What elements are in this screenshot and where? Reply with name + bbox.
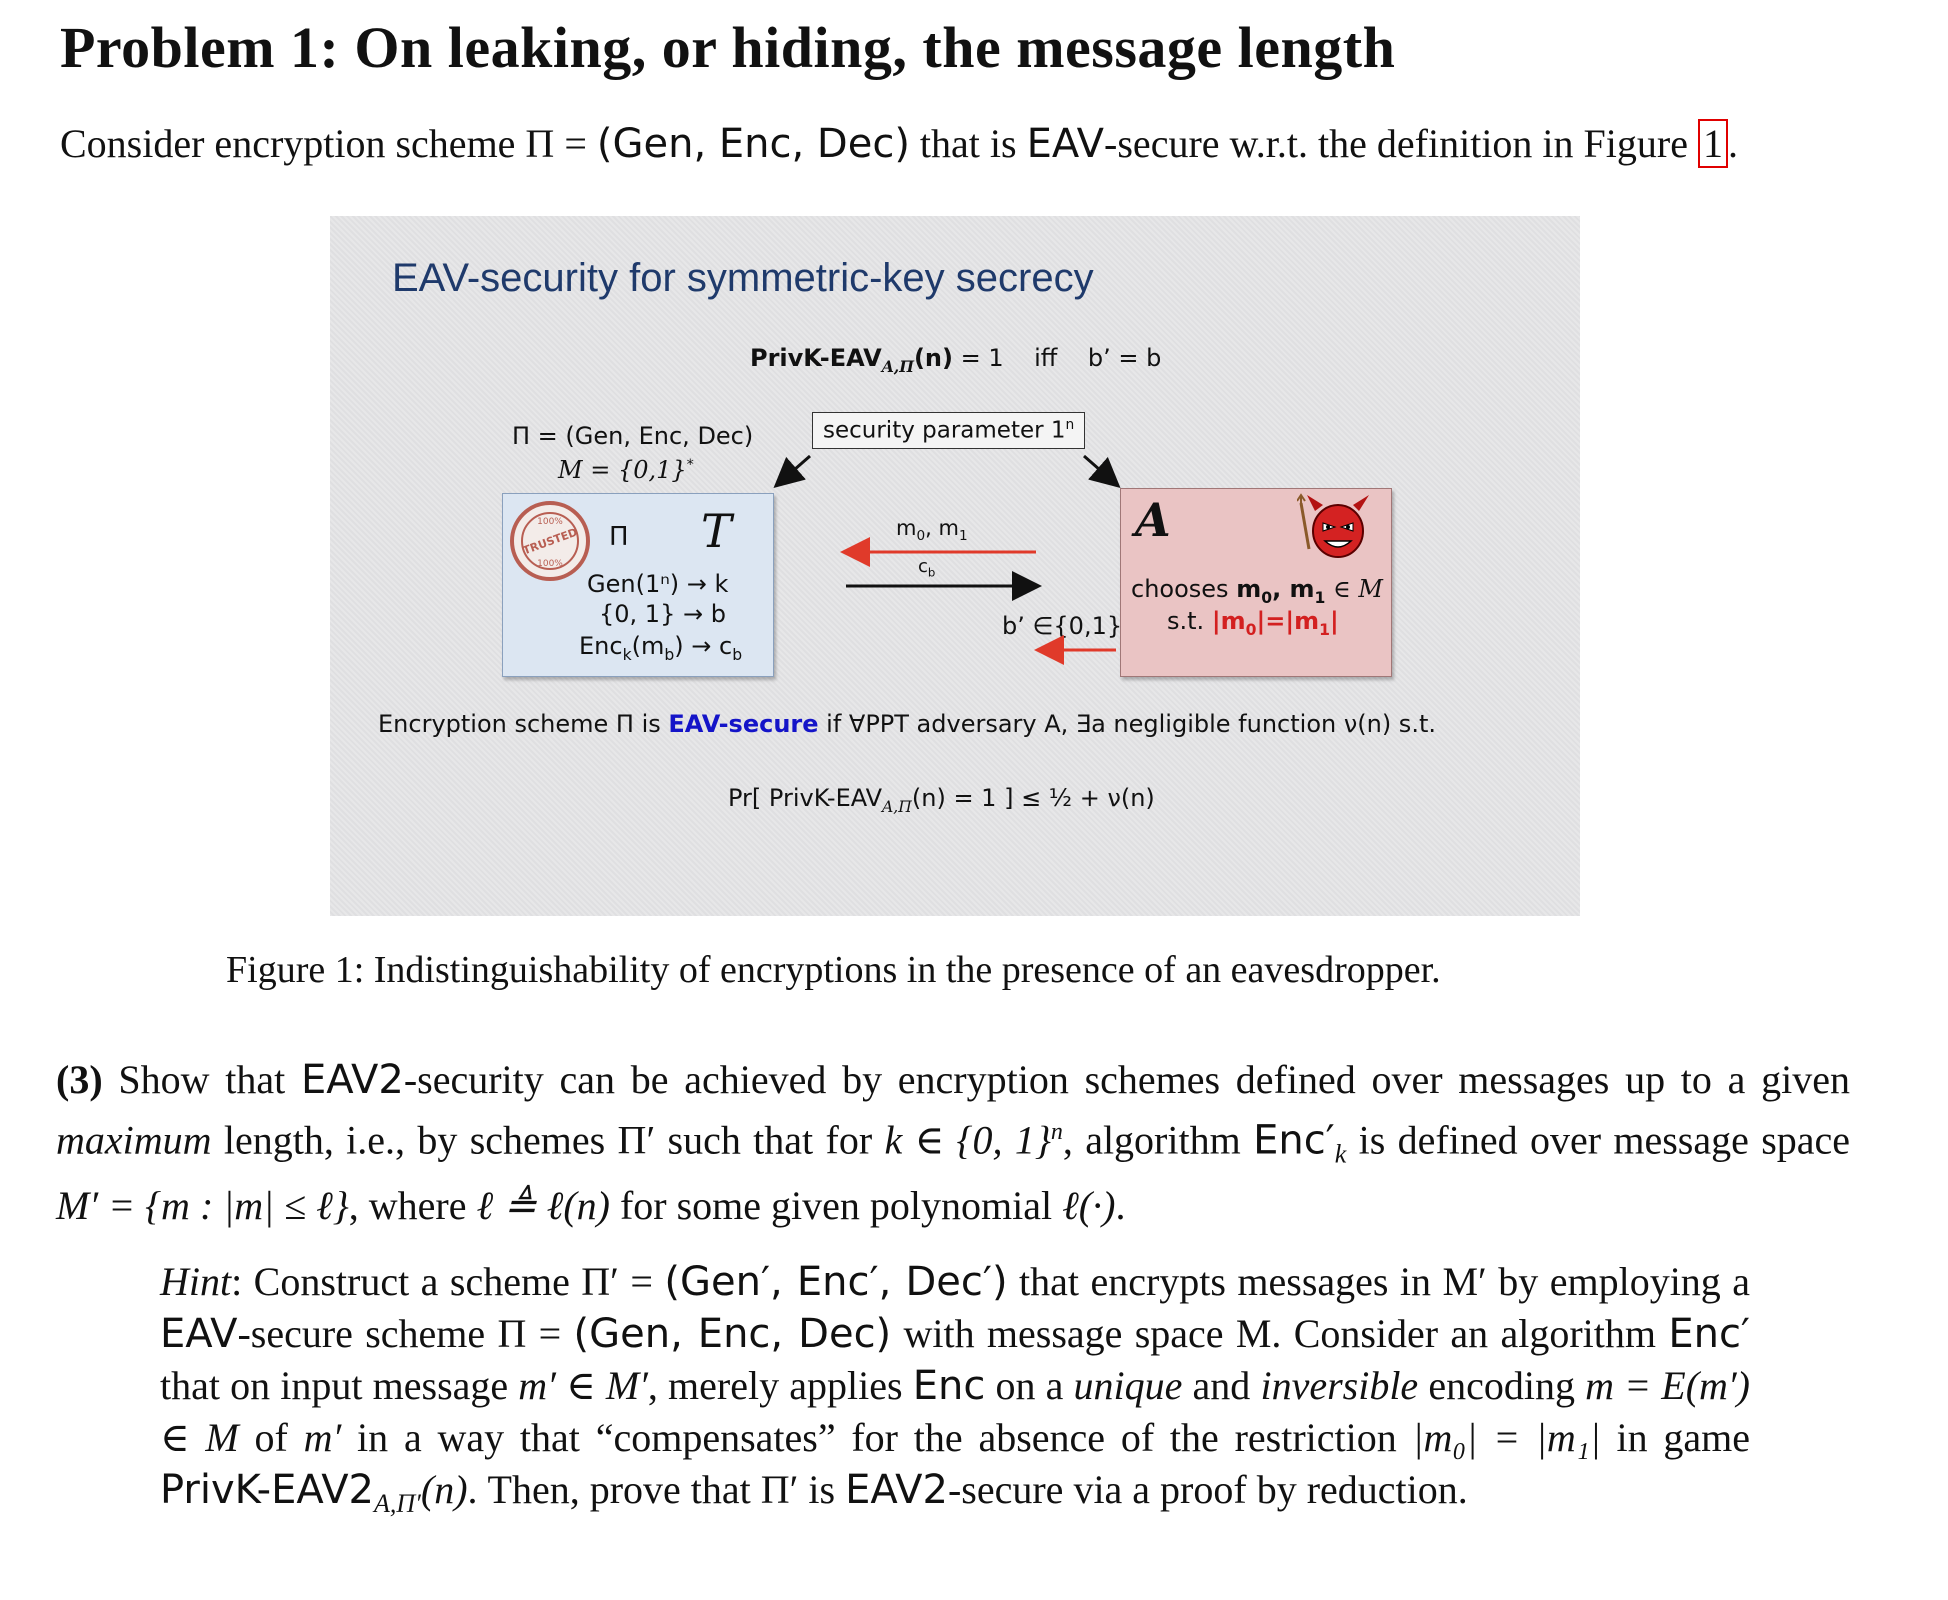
hint-t8: and	[1182, 1363, 1261, 1408]
hint-t6: , merely applies	[647, 1363, 913, 1408]
hint-t13: . Then, prove that Π′ is	[467, 1467, 846, 1512]
intro-prefix: Consider encryption scheme Π =	[60, 121, 597, 166]
hint-tuple-prime: (Gen′, Enc′, Dec′)	[664, 1259, 1008, 1305]
hint-encoding: m = E(m′) ∈ M	[160, 1363, 1750, 1460]
trusted-stamp-icon	[509, 500, 591, 582]
hint-t1: : Construct a scheme Π′ =	[231, 1259, 665, 1304]
part-3-label: (3)	[56, 1057, 103, 1102]
adversary-chooses: chooses	[1131, 575, 1237, 603]
challenger-box	[502, 493, 774, 677]
p3-t8: .	[1115, 1183, 1126, 1229]
intro-suffix: -secure w.r.t. the definition in Figure	[1104, 121, 1698, 166]
message-space-text: M = {0,1}	[558, 456, 687, 484]
game-subscript: A,Π	[881, 356, 914, 376]
m-sep: , m	[925, 516, 959, 540]
p3-t7: for some given polynomial	[609, 1183, 1063, 1229]
p3-k-sup: n	[1050, 1119, 1063, 1145]
figure-heading: EAV-security for symmetric-key secrecy	[392, 256, 1094, 300]
hint-paragraph	[160, 1256, 1750, 1530]
m-label: m	[896, 516, 917, 540]
ciphertext-label	[918, 556, 935, 580]
hint-restriction: |m₀| = |m₁|	[1412, 1415, 1601, 1460]
probability-subscript: A,Π	[882, 797, 912, 816]
p3-k-domain: k ∈ {0, 1}	[884, 1117, 1051, 1163]
adversary-m0: m	[1236, 575, 1262, 603]
game-rest: = 1 iff b’ = b	[952, 344, 1162, 372]
p3-ell-poly: ℓ(·)	[1062, 1183, 1116, 1229]
definition-line	[378, 710, 1436, 738]
stamp-text-bottom: 100%	[537, 559, 563, 569]
hint-eav: EAV	[160, 1311, 238, 1357]
adversary-m-sep: , m	[1272, 575, 1315, 603]
hint-t4: with message space M. Consider an algorithm	[891, 1311, 1669, 1356]
hint-m-prime: m′	[303, 1415, 342, 1460]
hint-t7: on a	[985, 1363, 1074, 1408]
part-3-paragraph	[56, 1054, 1850, 1232]
adversary-chooses-line	[1131, 575, 1383, 607]
figure-ref-link[interactable]: 1	[1698, 119, 1728, 168]
figure-eav-security	[330, 216, 1580, 916]
hint-enc: Enc	[912, 1363, 986, 1409]
adversary-label: A	[1135, 493, 1171, 547]
constraint-a: |m	[1211, 607, 1246, 635]
figure-caption: Figure 1: Indistinguishability of encryptions in the presence of an eavesdropper.	[226, 949, 1441, 991]
game-name: PrivK-EAV	[750, 344, 882, 372]
p3-t3: length, i.e., by schemes Π′ such that for	[211, 1117, 885, 1163]
hint-t14: -secure via a proof by reduction.	[947, 1467, 1468, 1512]
p3-t5: is defined over message space	[1346, 1117, 1851, 1163]
hint-m-prime-in: m′ ∈ M′	[518, 1363, 648, 1408]
p3-t2: -security can be achieved by encryption schemes defined over messages up to a given	[403, 1057, 1850, 1102]
intro-paragraph	[60, 120, 1738, 167]
p3-t1: Show that	[102, 1057, 301, 1102]
security-parameter-box	[812, 412, 1085, 449]
gen-line: Gen(1ⁿ) → k	[587, 570, 729, 598]
security-parameter-sup: n	[1065, 417, 1075, 433]
hint-tuple: (Gen, Enc, Dec)	[573, 1311, 892, 1357]
constraint-mid: |=|m	[1256, 607, 1320, 635]
probability-suffix: (n) = 1 ] ≤ ½ + ν(n)	[911, 784, 1155, 812]
hint-t11: in a way that “compensates” for the absence of the restriction	[341, 1415, 1413, 1460]
enc-line	[579, 632, 742, 664]
hint-t9: encoding	[1418, 1363, 1586, 1408]
adversary-m1-sub: 1	[1314, 588, 1326, 607]
p3-space-def: M′ = {m : |m| ≤ ℓ}	[56, 1183, 349, 1229]
p3-maximum: maximum	[56, 1117, 212, 1163]
eav-term: EAV	[1026, 121, 1105, 167]
definition-prefix: Encryption scheme Π is	[378, 710, 669, 738]
scheme-tuple: (Gen, Enc, Dec)	[596, 121, 910, 167]
game-arg: (n)	[913, 344, 953, 372]
arrow-to-challenger	[778, 456, 810, 484]
adversary-st: s.t.	[1167, 607, 1212, 635]
stamp-text-top: 100%	[537, 517, 563, 527]
hint-t10: of	[238, 1415, 304, 1460]
game-definition-line	[750, 344, 1161, 376]
hint-t5: that on input message	[160, 1363, 519, 1408]
enc-label: Enc	[579, 632, 623, 660]
devil-icon	[1297, 493, 1379, 563]
hint-game: PrivK-EAV2	[160, 1467, 375, 1513]
adversary-m0-sub: 0	[1261, 588, 1273, 607]
p3-t4: , algorithm	[1062, 1117, 1254, 1163]
probability-line	[728, 784, 1155, 816]
hint-game-arg: (n)	[420, 1467, 468, 1512]
hint-t12: in game	[1600, 1415, 1750, 1460]
c-sub: b	[927, 565, 936, 580]
enc-mid: (m	[631, 632, 665, 660]
probability-prefix: Pr[ PrivK-EAV	[728, 784, 883, 812]
constraint-end: |	[1329, 607, 1339, 635]
hint-t3: -secure scheme Π =	[237, 1311, 574, 1356]
enc-sub-b: b	[664, 645, 675, 664]
intro-end: .	[1727, 121, 1738, 166]
hint-label: Hint	[160, 1259, 232, 1304]
message-pair-label	[896, 516, 968, 544]
challenger-pi-label: Π	[609, 522, 629, 552]
enc-sub-cb: b	[732, 645, 743, 664]
arrow-to-adversary	[1084, 456, 1116, 484]
enc-end: ) → c	[674, 632, 733, 660]
p3-eav2: EAV2	[300, 1057, 404, 1103]
m-sub0: 0	[916, 528, 926, 545]
problem-title: Problem 1: On leaking, or hiding, the message length	[60, 15, 1396, 80]
hint-eav2: EAV2	[845, 1467, 948, 1513]
scheme-definition: Π = (Gen, Enc, Dec)	[512, 422, 754, 450]
adversary-box	[1120, 488, 1392, 677]
bit-line: {0, 1} → b	[599, 600, 726, 628]
c-label: c	[918, 556, 928, 577]
constraint-sub1: 1	[1319, 620, 1330, 639]
p3-ell-def: ℓ ≜ ℓ(n)	[476, 1183, 610, 1229]
message-space-star: *	[686, 457, 694, 473]
b-prime-label: b’ ∈{0,1}	[1002, 612, 1123, 640]
intro-middle: that is	[909, 121, 1027, 166]
hint-unique: unique	[1073, 1363, 1183, 1408]
security-parameter-text: security parameter 1	[823, 417, 1066, 444]
hint-enc-prime: Enc′	[1668, 1311, 1751, 1357]
p3-t6: , where	[348, 1183, 477, 1229]
enc-sub-k: k	[622, 645, 632, 664]
p3-enc-sub: k	[1334, 1139, 1347, 1169]
hint-t2: that encrypts messages in M′ by employing a	[1007, 1259, 1751, 1304]
constraint-sub0: 0	[1245, 620, 1257, 639]
definition-term: EAV-secure	[668, 710, 819, 738]
adversary-in-space: ∈ M	[1325, 575, 1384, 603]
challenger-t-label: T	[701, 504, 732, 558]
message-space-def	[558, 456, 694, 484]
hint-inversible: inversible	[1260, 1363, 1419, 1408]
definition-suffix: if ∀PPT adversary A, ∃a negligible function ν(n) s.t.	[818, 710, 1436, 738]
m-sub1: 1	[958, 528, 968, 545]
hint-game-sub: A,Π′	[374, 1489, 421, 1518]
stamp-text-middle: TRUSTED	[521, 525, 580, 558]
p3-enc-prime: Enc′	[1253, 1117, 1335, 1164]
adversary-constraint-line	[1167, 607, 1339, 639]
